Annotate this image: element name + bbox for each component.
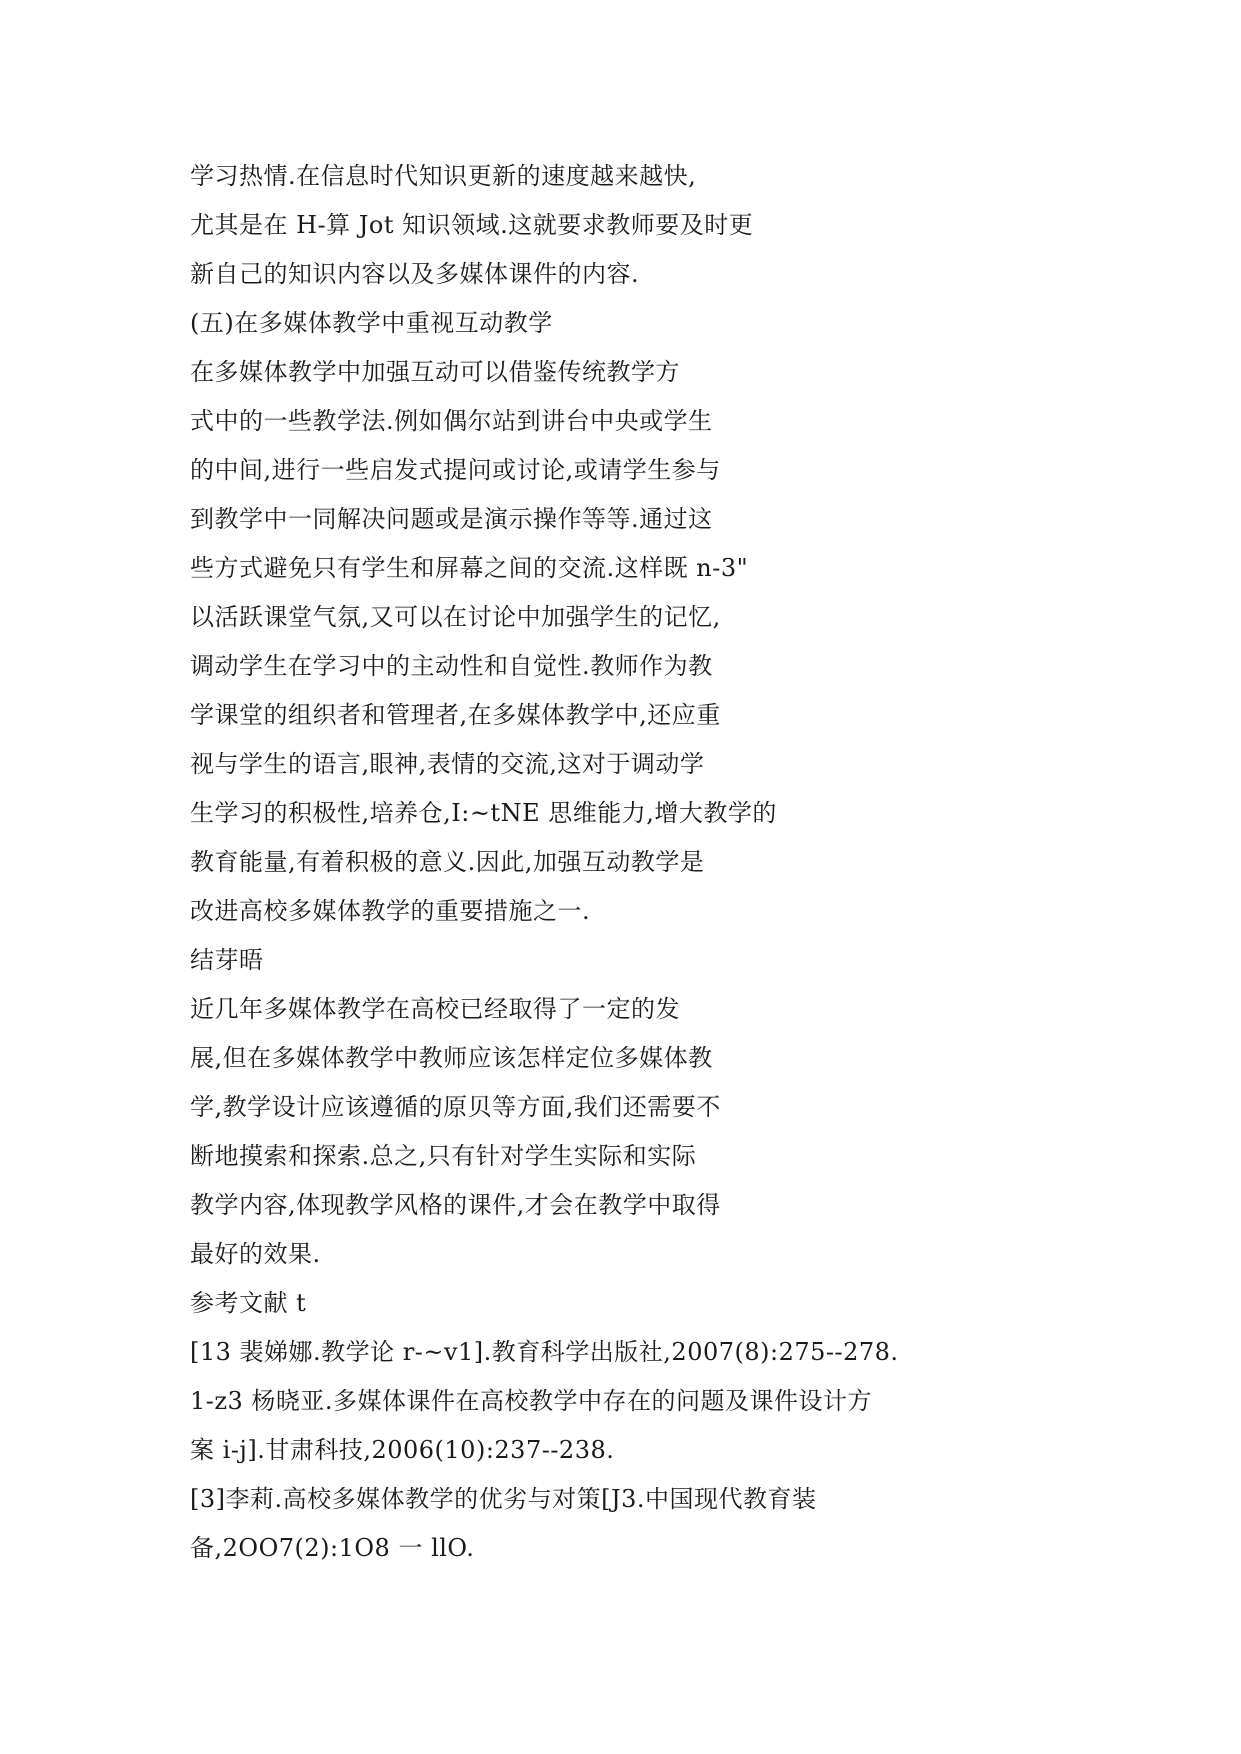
text-line: 生学习的积极性,培养仓,I:~tNE 思维能力,增大教学的 bbox=[190, 799, 777, 827]
reference-line: 备,2OO7(2):1O8 一 llO. bbox=[190, 1534, 475, 1562]
text-line: 展,但在多媒体教学中教师应该怎样定位多媒体教 bbox=[190, 1044, 713, 1072]
text-line: 最好的效果. bbox=[190, 1240, 321, 1268]
text-line: 调动学生在学习中的主动性和自觉性.教师作为教 bbox=[190, 652, 713, 680]
text-line: 新自己的知识内容以及多媒体课件的内容. bbox=[190, 260, 640, 288]
references-heading: 参考文献 t bbox=[190, 1289, 307, 1317]
text-line: 到教学中一同解决问题或是演示操作等等.通过这 bbox=[190, 505, 713, 533]
body-text bbox=[190, 152, 1090, 1573]
reference-line: 1-z3 杨晓亚.多媒体课件在高校教学中存在的问题及课件设计方 bbox=[190, 1387, 873, 1415]
text-line: 学,教学设计应该遵循的原贝等方面,我们还需要不 bbox=[190, 1093, 721, 1121]
text-line: 近几年多媒体教学在高校已经取得了一定的发 bbox=[190, 995, 680, 1023]
reference-line: [3]李莉.高校多媒体教学的优劣与对策[J3.中国现代教育装 bbox=[190, 1485, 817, 1513]
text-line: 在多媒体教学中加强互动可以借鉴传统教学方 bbox=[190, 358, 680, 386]
text-line: 改进高校多媒体教学的重要措施之一. bbox=[190, 897, 591, 925]
reference-line: [13 裴娣娜.教学论 r-~v1].教育科学出版社,2007(8):275--278. bbox=[190, 1338, 899, 1366]
text-line: 的中间,进行一些启发式提问或讨论,或请学生参与 bbox=[190, 456, 721, 484]
text-line: 教学内容,体现教学风格的课件,才会在教学中取得 bbox=[190, 1191, 721, 1219]
section-heading: 结芽晤 bbox=[190, 946, 264, 974]
text-line: 学习热情.在信息时代知识更新的速度越来越快, bbox=[190, 162, 697, 190]
text-line: 视与学生的语言,眼神,表情的交流,这对于调动学 bbox=[190, 750, 705, 778]
text-line: 尤其是在 H-算 Jot 知识领域.这就要求教师要及时更 bbox=[190, 211, 754, 239]
text-line: 学课堂的组织者和管理者,在多媒体教学中,还应重 bbox=[190, 701, 721, 729]
section-heading: (五)在多媒体教学中重视互动教学 bbox=[190, 309, 553, 337]
reference-line: 案 i-j].甘肃科技,2006(10):237--238. bbox=[190, 1436, 615, 1464]
text-line: 断地摸索和探索.总之,只有针对学生实际和实际 bbox=[190, 1142, 697, 1170]
text-line: 教育能量,有着积极的意义.因此,加强互动教学是 bbox=[190, 848, 705, 876]
text-line: 些方式避免只有学生和屏幕之间的交流.这样既 n-3" bbox=[190, 554, 749, 582]
text-line: 以活跃课堂气氛,又可以在讨论中加强学生的记忆, bbox=[190, 603, 721, 631]
text-line: 式中的一些教学法.例如偶尔站到讲台中央或学生 bbox=[190, 407, 713, 435]
